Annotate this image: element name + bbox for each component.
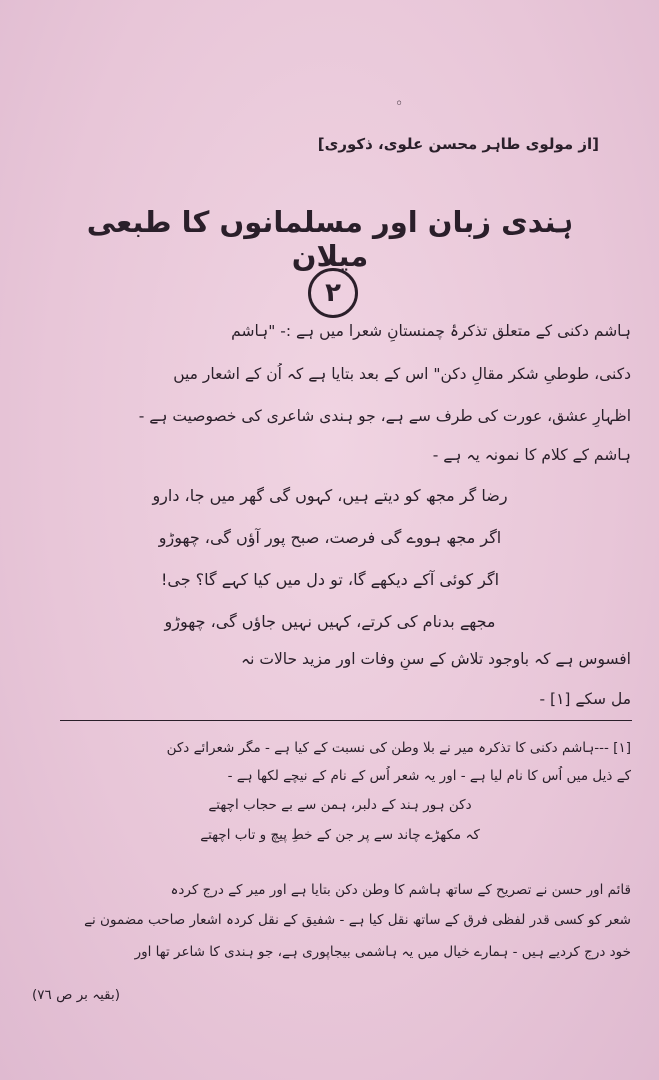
author-credit: [از مولوی طاہر محسن علوی، ذکوری] xyxy=(317,135,599,153)
verse-line: رضا گر مجھ کو دیتے ہیں، کہوں گی گھر میں جا، دارو xyxy=(152,486,508,505)
verse-line: مجھے بدنام کی کرتے، کہیں نہیں جاؤں گی، چھوڑو xyxy=(164,612,496,631)
footnote-divider xyxy=(60,720,632,721)
footnote-verse: دکن ہور ہند کے دلبر، ہمن سے بے حجاب اچھتے xyxy=(208,797,472,813)
footnote-verse: کہ مکھڑے چاند سے پر جن کے خطِ پیچ و تاب اچھتے xyxy=(200,827,480,843)
verse-line: اگر کوئی آکے دیکھے گا، تو دل میں کیا کہے گا؟ جی! xyxy=(160,570,500,589)
body-line: مل سکے [١] - xyxy=(539,690,631,708)
footnote-line: [١] ---ہاشم دکنی کا تذکرہ میر نے بلا وطن کی نسبت کے کیا ہے - مگر شعرائے دکن xyxy=(166,740,631,756)
body-line: ہاشم دکنی کے متعلق تذکرۂ چمنستانِ شعرا میں ہے :- "ہاشم xyxy=(231,322,631,340)
verse-line: اگر مجھ ہووے گی فرصت، صبح پور آؤں گی، چھوڑو xyxy=(158,528,502,547)
footnote-note: شعر کو کسی قدر لفظی فرق کے ساتھ نقل کیا ہے - شفیق کے نقل کردہ اشعار صاحب مضمون نے xyxy=(84,912,631,928)
continuation-note: (بقیہ بر ص ٧٦) xyxy=(32,987,121,1003)
footnote-note: خود درج کردیے ہیں - ہمارے خیال میں یہ ہاشمی بیجاپوری ہے، جو ہندی کا شاعر تھا اور xyxy=(134,944,631,960)
article-title: ہندی زبان اور مسلمانوں کا طبعی میلان xyxy=(86,205,574,273)
body-line: دکنی، طوطیِ شکر مقالِ دکن" اس کے بعد بتایا ہے کہ اُن کے اشعار میں xyxy=(173,365,631,383)
footnote-note: قائم اور حسن نے تصریح کے ساتھ ہاشم کا وطن دکن بتایا ہے اور میر کے درج کردہ xyxy=(170,882,631,898)
body-line: ہاشم کے کلام کا نمونہ یہ ہے - xyxy=(432,446,631,464)
body-line: افسوس ہے کہ باوجود تلاش کے سنِ وفات اور مزید حالات نہ xyxy=(241,650,631,668)
body-line: اظہارِ عشق، عورت کی طرف سے ہے، جو ہندی شاعری کی خصوصیت ہے - xyxy=(138,407,631,425)
part-number-badge: ٢ xyxy=(308,268,358,318)
footnote-line: کے ذیل میں اُس کا نام لیا ہے - اور یہ شعر اُس کے نام کے نیچے لکھا ہے - xyxy=(227,768,631,784)
decorative-mark: ◦ xyxy=(395,96,404,112)
